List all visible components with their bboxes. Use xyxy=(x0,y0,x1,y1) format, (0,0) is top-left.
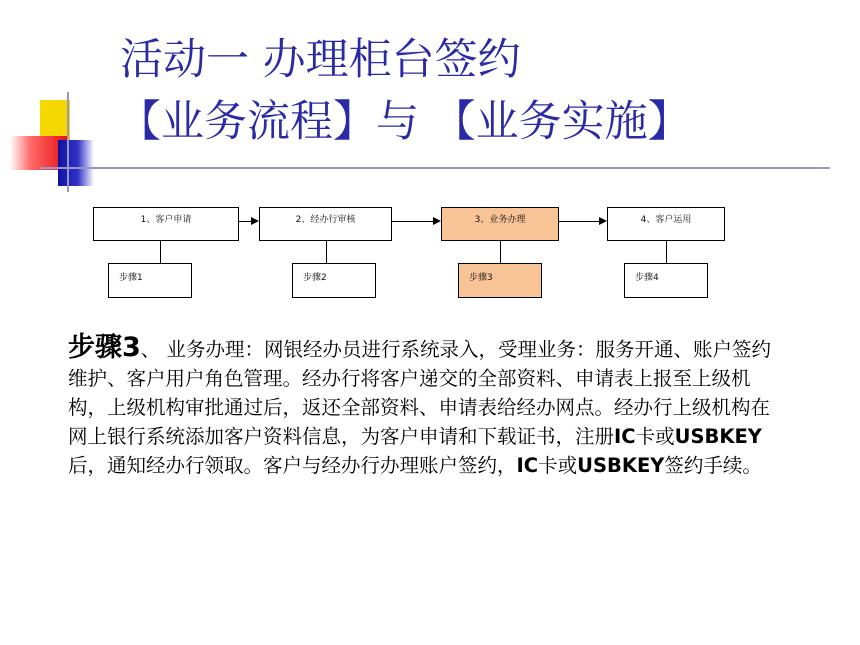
flow-connector-2 xyxy=(326,241,327,263)
description-text-1: 业务办理：网银经办员进行系统录入，受理业务：服务开通、账户签约维护、客户用户角色管理。经办行将客户递交的全部资料、申请表上报至上级机构，上级机构审批通过后，返还全部资料、申请表给经办网点。经办行上级机构在网上银行系统添加客户资料信息，为客户申请和下载证书，注册 xyxy=(68,338,772,448)
decor-horizontal-line xyxy=(40,167,830,169)
flow-connector-3 xyxy=(500,241,501,263)
flow-step-1: 1、客户申请 xyxy=(93,207,239,241)
flow-substep-3: 步骤3 xyxy=(458,263,542,298)
flow-arrow-2-line xyxy=(392,221,433,222)
description-text-4: 卡或 xyxy=(538,454,578,477)
decor-vertical-line xyxy=(67,92,69,192)
description-text-2: 卡或 xyxy=(635,425,675,448)
flow-arrow-1-line xyxy=(239,221,251,222)
step-heading-sep: 、 xyxy=(140,338,161,361)
flow-arrow-3-head xyxy=(599,217,607,225)
decor-yellow-square xyxy=(40,100,70,140)
keyword-ic-1: IC xyxy=(614,425,636,448)
step-description xyxy=(68,333,780,480)
decor-blue-square xyxy=(58,140,94,186)
flow-step-4: 4、客户运用 xyxy=(607,207,725,241)
flow-substep-1: 步骤1 xyxy=(108,263,192,298)
flow-step-3: 3、业务办理 xyxy=(441,207,559,241)
flow-step-2: 2、经办行审核 xyxy=(259,207,392,241)
flow-connector-1 xyxy=(160,241,161,263)
flow-arrow-3-line xyxy=(559,221,599,222)
flow-substep-2: 步骤2 xyxy=(292,263,376,298)
flow-arrow-1-head xyxy=(251,217,259,225)
keyword-ic-2: IC xyxy=(516,454,539,477)
flow-substep-4: 步骤4 xyxy=(624,263,708,298)
step-heading: 步骤3 xyxy=(68,332,141,363)
page-subtitle: 【业务流程】与 【业务实施】 xyxy=(118,97,691,147)
description-text-5: 签约手续。 xyxy=(664,454,762,477)
page-title: 活动一 办理柜台签约 xyxy=(120,35,521,85)
keyword-usbkey-1: USBKEY xyxy=(674,425,762,448)
description-text-3: 后，通知经办行领取。客户与经办行办理账户签约， xyxy=(68,454,517,477)
keyword-usbkey-2: USBKEY xyxy=(577,454,665,477)
flow-arrow-2-head xyxy=(433,217,441,225)
flow-connector-4 xyxy=(666,241,667,263)
